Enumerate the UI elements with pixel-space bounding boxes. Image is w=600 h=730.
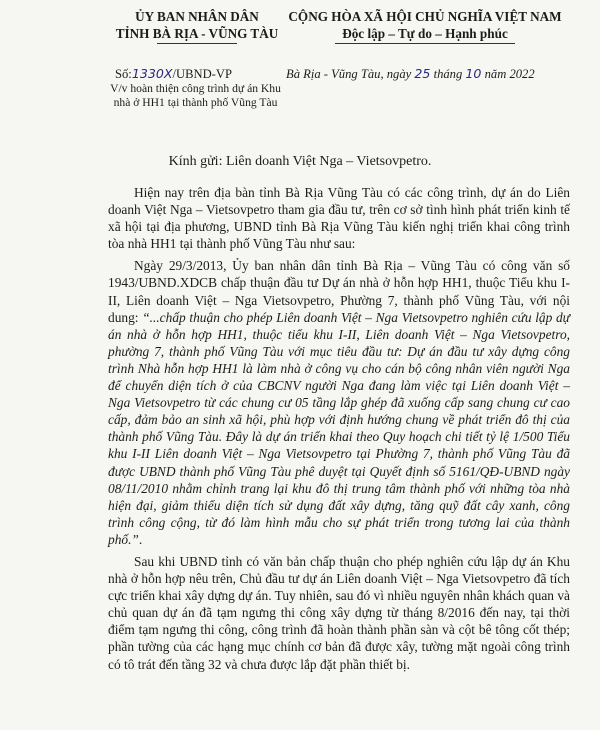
document-meta [0, 66, 600, 126]
document-date [286, 66, 535, 82]
paragraph-3: Sau khi UBND tỉnh có văn bản chấp thuận cho phép nghiên cứu lập dự án Khu nhà ở hỗn hợp nêu trên, Chủ đầu tư dự án Liên doanh Việt – Nga Vietsovpetro đã tích cực triển khai xây dựng dự án. Tuy nhiên, sau đó vì nhiều nguyên nhân khách quan và chủ quan dự án đã tạm ngưng thi công xây dựng từ tháng 8/2016 đến nay, tại thời điểm tạm ngưng thi công, công trình đã hoàn thành phần sàn và cột bê tông cốt thép; phần tường của các hạng mục chính cơ bản đã được xây, tường mặt ngoài công trình có tô trát đến tầng 32 và chưa được lắp đặt phần thiết bị. [108, 553, 570, 672]
motto-line: Độc lập – Tự do – Hạnh phúc [342, 26, 508, 41]
paragraph-1: Hiện nay trên địa bàn tỉnh Bà Rịa Vũng Tàu có các công trình, dự án do Liên doanh Việt Nga – Vietsovpetro tham gia đầu tư, trên cơ sở tình hình phát triển kinh tế xã hội tại địa phương, UBND tỉnh Bà Rịa Vũng Tàu kiến nghị triển khai công trình tòa nhà HH1 tại thành phố Vũng Tàu như sau: [108, 185, 570, 252]
authority-underline [157, 43, 237, 44]
date-prefix: Bà Rịa - Vũng Tàu, ngày [286, 67, 412, 81]
paragraph-2-end: . [138, 531, 143, 547]
paragraph-2 [108, 257, 570, 548]
letter-header [0, 8, 600, 54]
date-day: 25 [414, 66, 431, 81]
document-number [115, 66, 232, 82]
document-subject: V/v hoàn thiện công trình dự án Khu nhà ở HH1 tại thành phố Vũng Tàu [110, 82, 281, 109]
motto-underline [335, 43, 515, 44]
paragraph-2-intro: Ngày 29/3/2013, Ủy ban nhân dân tỉnh Bà Rịa – Vũng Tàu có công văn số 1943/UBND.XDCB chấp thuận đầu tư Dự án nhà ở hỗn hợp HH1, thuộc Tiểu khu I-II, Liên doanh Việt – Nga Vietsovpetro, Phường 7, thành phố Vũng Tàu, với nội dung: [108, 258, 570, 325]
paragraph-2-quote: “...chấp thuận cho phép Liên doanh Việt – Nga Vietsovpetro nghiên cứu lập dự án nhà ở hỗn hợp HH1, thuộc tiểu khu I-II, Liên doanh Việt – Nga Vietsovpetro, phường 7, thành phố Vũng Tàu với mục tiêu đầu tư: Dự án đầu tư xây dựng công trình Nhà hỗn hợp HH1 là làm nhà ở công vụ cho cán bộ công nhân viên người Nga để chuyển diện tích ở của CBCNV người Nga đang làm việc tại Liên doanh Việt – Nga Vietsovpetro từ các chung cư 05 tầng lắp ghép đã xuống cấp sang chung cư cao cấp, đảm bảo an sinh xã hội, phù hợp với định hướng chung về phát triển đô thị của thành phố Vũng Tàu. Đây là dự án triển khai theo Quy hoạch chi tiết tỷ lệ 1/500 Tiểu khu I-II Liên doanh Việt – Nga Vietsovpetro tại Phường 7, thành phố Vũng Tàu đã được UBND thành phố Vũng Tàu phê duyệt tại Quyết định số 5161/QĐ-UBND ngày 08/11/2010 nhằm chỉnh trang lại khu đô thị trung tâm thành phố với những tòa nhà hiện đại, giảm thiểu diện tích sử dụng đất xây dựng, tăng quỹ đất cây xanh, công trình công cộng, từ đó làm hình mẫu cho sự phát triển trong tương lai của thành phố.” [108, 309, 570, 547]
date-month: 10 [465, 66, 482, 81]
document-body [108, 184, 570, 678]
doc-number-suffix: /UBND-VP [172, 67, 232, 81]
authority-line-2: TỈNH BÀ RỊA - VŨNG TÀU [115, 26, 279, 41]
authority-line-1: ỦY BAN NHÂN DÂN [135, 9, 259, 24]
date-year: năm 2022 [484, 67, 535, 81]
nation-name: CỘNG HÒA XÃ HỘI CHỦ NGHĨA VIỆT NAM [288, 9, 562, 24]
date-mid: tháng [433, 67, 463, 81]
doc-number-prefix: Số: [115, 67, 132, 81]
recipient-line: Kính gửi: Liên doanh Việt Nga – Vietsovpetro. [168, 154, 432, 169]
national-motto [262, 8, 588, 44]
doc-number-handwritten: 1330X [131, 66, 173, 81]
